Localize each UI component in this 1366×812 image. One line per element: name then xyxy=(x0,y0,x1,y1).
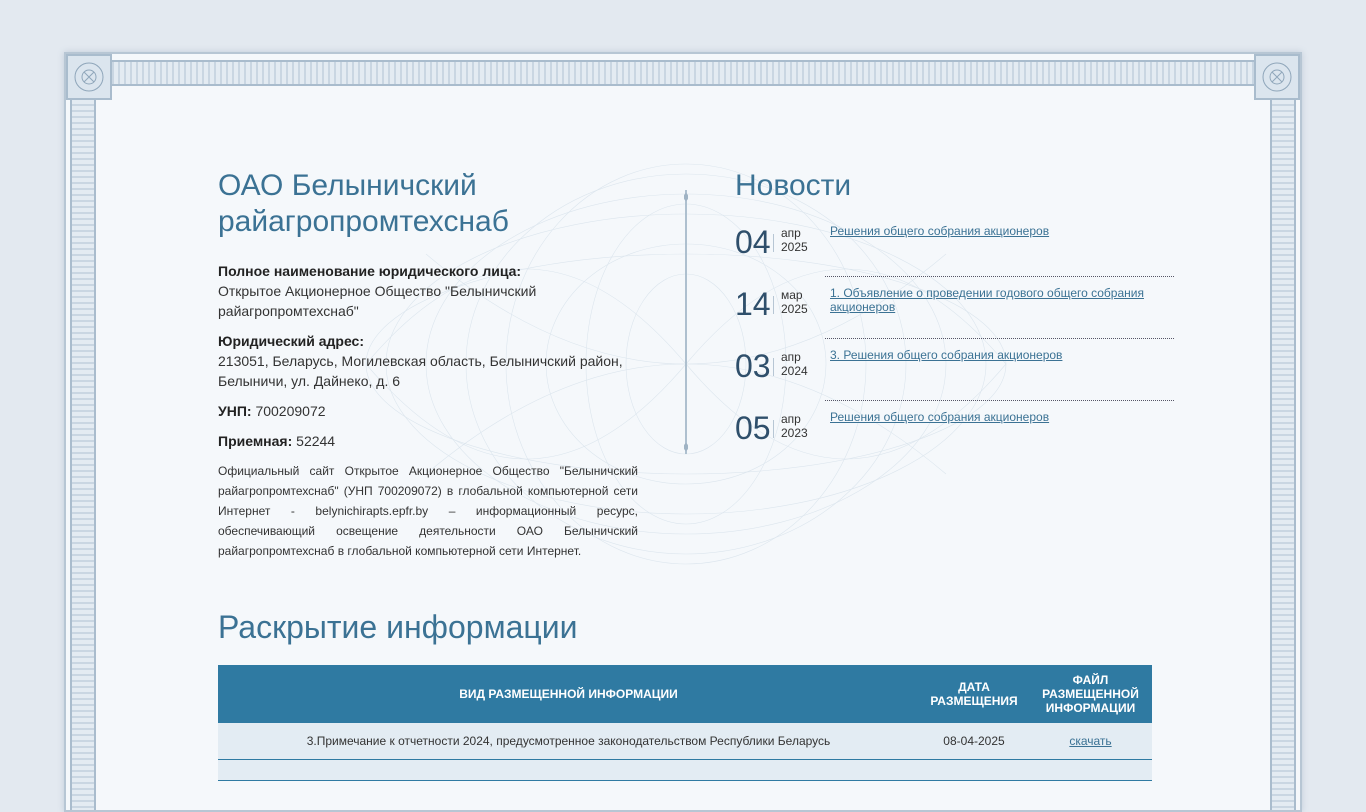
address-value: 213051, Беларусь, Могилевская область, Белыничский район, Белыничи, ул. Дайнеко, д. 6 xyxy=(218,353,623,389)
address-block xyxy=(218,331,648,391)
news-day: 05 xyxy=(735,410,771,446)
news-link[interactable]: 3. Решения общего собрания акционеров xyxy=(830,348,1063,362)
reception-value: 52244 xyxy=(296,433,336,449)
news-date-separator xyxy=(773,234,774,252)
full-name-label: Полное наименование юридического лица: xyxy=(218,263,522,279)
page-frame xyxy=(64,52,1302,812)
news-year: 2025 xyxy=(781,240,808,254)
address-label: Юридический адрес: xyxy=(218,333,364,349)
news-month: апр xyxy=(781,350,801,364)
row-file-cell xyxy=(1029,760,1152,781)
disclosure-title: Раскрытие информации xyxy=(218,609,578,645)
corner-ornament-left-icon xyxy=(66,54,112,100)
news-date-separator xyxy=(773,358,774,376)
news-date-separator xyxy=(773,296,774,314)
news-title: Новости xyxy=(735,169,852,202)
news-year: 2023 xyxy=(781,426,808,440)
news-link[interactable]: Решения общего собрания акционеров xyxy=(830,410,1050,424)
about-text: Официальный сайт Открытое Акционерное Общество "Белыничский райагропромтехснаб" (УНП 700209072) в глобальной компьютерной сети Интернет - belynichirapts.epfr.by – информационный ресурс, обеспечивающий освещение деятельности ОАО Белыничский райагропромтехснаб в глобальной компьютерной сети Интернет. xyxy=(218,464,638,558)
table-header-row xyxy=(218,665,1152,723)
unp-value: 700209072 xyxy=(255,403,326,419)
news-divider xyxy=(825,400,1174,401)
row-type-cell: 3.Примечание к отчетности 2024, предусмотренное законодательством Республики Беларусь xyxy=(218,723,919,760)
news-day: 14 xyxy=(735,286,771,322)
decorative-border-left xyxy=(70,100,96,812)
disclosure-table xyxy=(218,665,1152,781)
full-name-block xyxy=(218,261,648,321)
news-link[interactable]: Решения общего собрания акционеров xyxy=(830,224,1050,238)
company-title: ОАО Белыничский райагропромтехснаб xyxy=(218,169,509,238)
download-link[interactable]: скачать xyxy=(1029,723,1152,760)
news-divider xyxy=(825,276,1174,277)
row-date-cell: 08-04-2025 xyxy=(919,723,1029,760)
column-header-file: ФАЙЛ РАЗМЕЩЕННОЙ ИНФОРМАЦИИ xyxy=(1029,665,1152,723)
news-month: мар xyxy=(781,288,803,302)
news-item xyxy=(735,348,1175,410)
vertical-divider xyxy=(685,190,687,454)
reception-label: Приемная: xyxy=(218,433,293,449)
news-day: 03 xyxy=(735,348,771,384)
news-link[interactable]: 1. Объявление о проведении годового общего собрания акционеров xyxy=(830,286,1144,314)
decorative-border-top xyxy=(112,60,1256,86)
row-type-cell xyxy=(218,760,919,781)
full-name-value: Открытое Акционерное Общество "Белыничский райагропромтехснаб" xyxy=(218,283,537,319)
corner-ornament-right-icon xyxy=(1254,54,1300,100)
news-date-separator xyxy=(773,420,774,438)
column-header-date: ДАТА РАЗМЕЩЕНИЯ xyxy=(919,665,1029,723)
news-item xyxy=(735,224,1175,286)
news-year: 2025 xyxy=(781,302,808,316)
table-row xyxy=(218,723,1152,760)
news-month: апр xyxy=(781,412,801,426)
column-header-type: ВИД РАЗМЕЩЕННОЙ ИНФОРМАЦИИ xyxy=(218,665,919,723)
news-item xyxy=(735,410,1175,472)
news-year: 2024 xyxy=(781,364,808,378)
decorative-border-right xyxy=(1270,100,1296,812)
row-date-cell xyxy=(919,760,1029,781)
reception-block xyxy=(218,431,648,451)
unp-label: УНП: xyxy=(218,403,252,419)
news-item xyxy=(735,286,1175,348)
news-day: 04 xyxy=(735,224,771,260)
table-row xyxy=(218,760,1152,781)
news-month: апр xyxy=(781,226,801,240)
news-divider xyxy=(825,338,1174,339)
unp-block xyxy=(218,401,648,421)
